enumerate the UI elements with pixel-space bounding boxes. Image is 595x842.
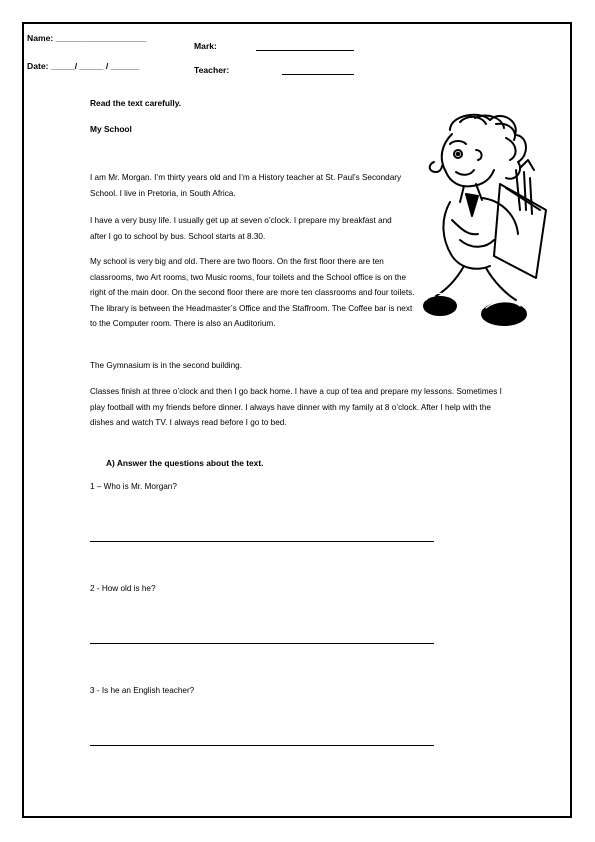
question-2: 2 - How old is he?: [90, 584, 156, 593]
question-3: 3 - Is he an English teacher?: [90, 686, 195, 695]
paragraph-3: My school is very big and old. There are two floors. On the first floor there are ten classrooms, two Art rooms, two Music rooms, four toilets and the School office is on the right of the main door. On the second floor there are more ten classrooms and four toilets. The library is between the Headmaster’s Office and the Staffroom. The Coffee bar is next to the Computer room. There is also an Auditorium.: [90, 257, 415, 329]
answer-line-1[interactable]: [90, 541, 434, 542]
section-a-heading: A) Answer the questions about the text.: [106, 458, 264, 468]
answer-line-2[interactable]: [90, 643, 434, 644]
mark-label: Mark:: [194, 41, 217, 51]
paragraph-4: The Gymnasium is in the second building.: [90, 361, 243, 370]
date-field-label: Date: _____/ _____ / ______: [27, 61, 140, 71]
name-field-label: Name: ___________________: [27, 33, 147, 43]
teacher-field-line[interactable]: [282, 74, 354, 75]
text-title: My School: [90, 124, 132, 134]
paragraph-5: Classes finish at three o’clock and then I go back home. I have a cup of tea and prepare my lessons. Sometimes I play football with my friends before dinner. I always have dinner with my family at 8 o’clock. After I help with the dishes and watch TV. I always read before I go to bed.: [90, 387, 502, 428]
question-1: 1 – Who is Mr. Morgan?: [90, 482, 177, 491]
mark-field-line[interactable]: [256, 50, 354, 51]
teacher-cartoon-image: [420, 110, 560, 338]
paragraph-2: I have a very busy life. I usually get up at seven o’clock. I prepare my breakfast and after I go to school by bus. School starts at 8.30.: [90, 216, 392, 241]
answer-line-3[interactable]: [90, 745, 434, 746]
teacher-label: Teacher:: [194, 65, 230, 75]
paragraph-1: I am Mr. Morgan. I’m thirty years old and I’m a History teacher at St. Paul’s Secondary School. I live in Pretoria, in South Africa.: [90, 173, 402, 198]
instructions: Read the text carefully.: [90, 98, 182, 108]
